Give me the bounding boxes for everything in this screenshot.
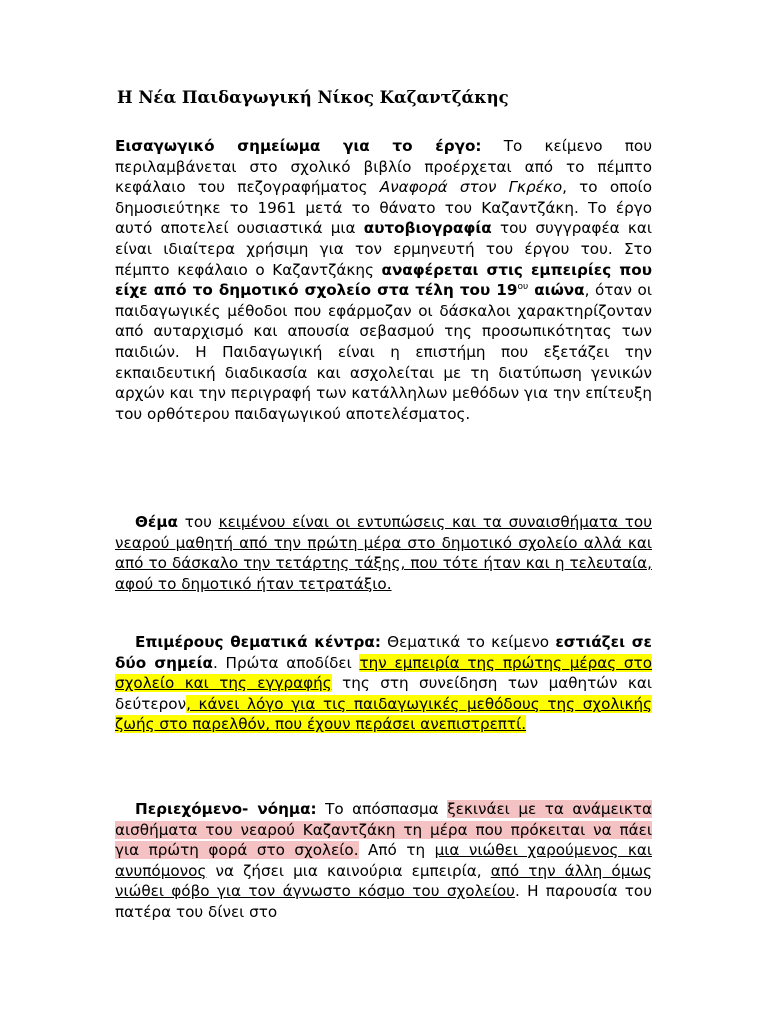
centers-text-1: Θεματικά το κείμενο: [380, 633, 556, 651]
content-heading: Περιεχόμενο- νόημα:: [135, 800, 317, 818]
content-text-2: Από τη: [358, 841, 435, 860]
intro-bold-1: αυτοβιογραφία: [363, 219, 492, 238]
intro-text-3: του συγγραφέα και είναι ιδιαίτερα χρήσιμη για τον ερμηνευτή του έργου του. Στο πέμπτο κεφάλαιο ο Καζαντζάκης: [115, 219, 652, 279]
work-title: Αναφορά στον Γκρέκο: [379, 178, 563, 197]
content-text-4: . Η παρουσία του πατέρα του δίνει στο: [115, 882, 652, 921]
content-paragraph: [115, 799, 652, 923]
centers-text-2: . Πρώτα αποδίδει: [212, 653, 360, 672]
content-text-1: Το απόσπασμα: [316, 800, 448, 818]
theme-underlined: κειμένου είναι οι εντυπώσεις και τα συναισθήματα του νεαρού μαθητή από την πρώτη μέρα στο δημοτικό σχολείο αλλά και από το δάσκαλο την τετάρτης τάξης, που τότε ήταν και η τελευταία, αφού το δημοτικό ήταν τετρατάξιο.: [115, 513, 652, 593]
centers-highlight-2: , κάνει λόγο για τις παιδαγωγικές μεθόδους της σχολικής ζωής στο παρελθόν, που έχουν περάσει ανεπιστρεπτί.: [115, 694, 652, 734]
intro-bold-2: αναφέρεται στις εμπειρίες που είχε από το δημοτικό σχολείο στα τέλη του 19: [115, 260, 652, 300]
centers-bold: εστιάζει σε δύο σημεία: [115, 633, 652, 672]
content-text-3: να ζήσει μια καινούρια εμπειρία,: [206, 861, 491, 880]
intro-heading: Εισαγωγικό σημείωμα για το έργο:: [115, 137, 482, 155]
document-title: Η Νέα Παιδαγωγική Νίκος Καζαντζάκης: [117, 88, 509, 107]
centers-text-3: της στη συνείδηση των μαθητών και δεύτερον: [115, 674, 653, 713]
content-underlined-2: από την άλλη όμως νιώθει φόβο για τον άγνωστο κόσμο του σχολείου: [115, 861, 653, 901]
content-highlight: ξεκινάει με τα ανάμεικτα αισθήματα του νεαρού Καζαντζάκη τη μέρα που πρόκειται να πάει για πρώτη φορά στο σχολείο.: [115, 800, 652, 860]
intro-paragraph: [115, 136, 652, 424]
theme-heading: Θέμα: [135, 513, 178, 531]
intro-bold-2-end: αιώνα: [528, 281, 585, 300]
intro-text-1: Το κείμενο που περιλαμβάνεται στο σχολικό βιβλίο προέρχεται από το πέμπτο κεφάλαιο του πεζογραφήματος: [115, 137, 652, 197]
theme-text-1: του: [177, 513, 219, 531]
centers-heading: Επιμέρους θεματικά κέντρα:: [135, 633, 381, 651]
theme-paragraph: [115, 512, 652, 594]
intro-text-2: , το οποίο δημοσιεύτηκε το 1961 μετά το θάνατο του Καζαντζάκη. Το έργο αυτό αποτελεί ουσιαστικά μια: [115, 178, 652, 238]
intro-superscript: ου: [517, 282, 529, 293]
centers-highlight-1: την εμπειρία της πρώτης μέρας στο σχολείο και της εγγραφής: [115, 653, 652, 693]
centers-paragraph: [115, 632, 652, 735]
intro-text-4: , όταν οι παιδαγωγικές μέθοδοι που εφάρμοζαν οι δάσκαλοι χαρακτηρίζονταν από αυταρχισμό και απουσία σεβασμού της προσωπικότητας των παιδιών. Η Παιδαγωγική είναι η επιστήμη που εξετάζει την εκπαιδευτική διαδικασία και ασχολείται με τη διατύπωση γενικών αρχών και την περιγραφή των κατάλληλων μεθόδων για την επίτευξη του ορθότερου παιδαγωγικού αποτελέσματος.: [115, 281, 652, 423]
content-underlined-1: μια νιώθει χαρούμενος και ανυπόμονος: [115, 841, 652, 880]
